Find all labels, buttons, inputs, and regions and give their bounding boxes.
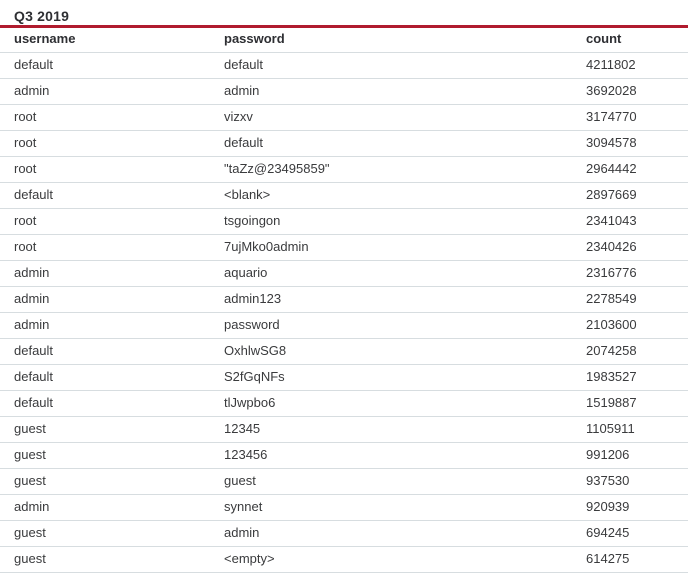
column-header-username: username (0, 28, 224, 53)
table-header (0, 28, 688, 53)
username-cell: root (0, 209, 224, 235)
username-cell: root (0, 131, 224, 157)
table-row (0, 313, 688, 339)
table-row (0, 235, 688, 261)
table-row (0, 261, 688, 287)
count-cell: 2103600 (586, 313, 688, 339)
table-row (0, 495, 688, 521)
password-cell: <blank> (224, 183, 586, 209)
username-cell: default (0, 53, 224, 79)
count-cell: 937530 (586, 469, 688, 495)
count-cell: 1519887 (586, 391, 688, 417)
username-cell: root (0, 157, 224, 183)
section-title: Q3 2019 (14, 8, 70, 24)
table-row (0, 443, 688, 469)
username-cell: admin (0, 261, 224, 287)
count-cell: 920939 (586, 495, 688, 521)
username-cell: admin (0, 495, 224, 521)
count-cell: 2964442 (586, 157, 688, 183)
table-row (0, 183, 688, 209)
username-cell: root (0, 105, 224, 131)
count-cell: 3174770 (586, 105, 688, 131)
count-cell: 3094578 (586, 131, 688, 157)
table-row (0, 209, 688, 235)
username-cell: default (0, 183, 224, 209)
password-cell: admin (224, 521, 586, 547)
password-cell: <empty> (224, 547, 586, 573)
password-cell: admin123 (224, 287, 586, 313)
username-cell: guest (0, 443, 224, 469)
count-cell: 614275 (586, 547, 688, 573)
username-cell: default (0, 391, 224, 417)
count-cell: 3692028 (586, 79, 688, 105)
column-header-password: password (224, 28, 586, 53)
table-row (0, 339, 688, 365)
username-cell: root (0, 235, 224, 261)
password-cell: tlJwpbo6 (224, 391, 586, 417)
count-cell: 2278549 (586, 287, 688, 313)
password-cell: synnet (224, 495, 586, 521)
credentials-table (0, 28, 688, 573)
password-cell: S2fGqNFs (224, 365, 586, 391)
count-cell: 991206 (586, 443, 688, 469)
username-cell: default (0, 365, 224, 391)
password-cell: password (224, 313, 586, 339)
count-cell: 2341043 (586, 209, 688, 235)
password-cell: aquario (224, 261, 586, 287)
password-cell: guest (224, 469, 586, 495)
username-cell: guest (0, 469, 224, 495)
table-row (0, 53, 688, 79)
username-cell: admin (0, 313, 224, 339)
username-cell: guest (0, 547, 224, 573)
password-cell: OxhlwSG8 (224, 339, 586, 365)
password-cell: admin (224, 79, 586, 105)
table-row (0, 391, 688, 417)
username-cell: admin (0, 79, 224, 105)
count-cell: 2316776 (586, 261, 688, 287)
password-cell: 12345 (224, 417, 586, 443)
password-cell: default (224, 53, 586, 79)
password-cell: "taZz@23495859" (224, 157, 586, 183)
table-header-row (0, 28, 688, 53)
password-cell: 7ujMko0admin (224, 235, 586, 261)
username-cell: default (0, 339, 224, 365)
table-row (0, 521, 688, 547)
count-cell: 2340426 (586, 235, 688, 261)
table-body (0, 53, 688, 573)
username-cell: admin (0, 287, 224, 313)
count-cell: 1983527 (586, 365, 688, 391)
table-row (0, 105, 688, 131)
password-cell: vizxv (224, 105, 586, 131)
count-cell: 2074258 (586, 339, 688, 365)
table-row (0, 469, 688, 495)
username-cell: guest (0, 521, 224, 547)
table-row (0, 79, 688, 105)
table-row (0, 157, 688, 183)
password-cell: default (224, 131, 586, 157)
username-cell: guest (0, 417, 224, 443)
column-header-count: count (586, 28, 688, 53)
table-row (0, 131, 688, 157)
table-row (0, 365, 688, 391)
count-cell: 2897669 (586, 183, 688, 209)
table-row (0, 287, 688, 313)
password-cell: 123456 (224, 443, 586, 469)
table-row (0, 417, 688, 443)
count-cell: 694245 (586, 521, 688, 547)
table-row (0, 547, 688, 573)
count-cell: 4211802 (586, 53, 688, 79)
password-cell: tsgoingon (224, 209, 586, 235)
count-cell: 1105911 (586, 417, 688, 443)
